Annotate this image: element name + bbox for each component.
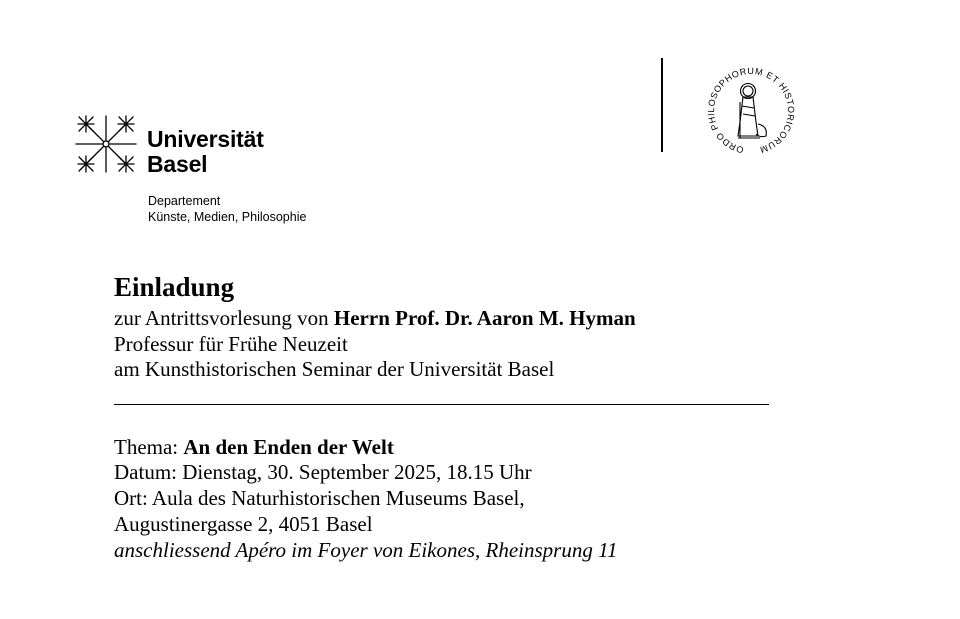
- speaker-name: Herrn Prof. Dr. Aaron M. Hyman: [333, 306, 636, 330]
- university-name-line2: Basel: [147, 151, 208, 177]
- chair-line: Professur für Frühe Neuzeit: [114, 332, 348, 356]
- university-logo-icon: [74, 113, 138, 175]
- institute-line: am Kunsthistorischen Seminar der Universität Basel: [114, 357, 555, 381]
- intro-prefix: zur Antrittsvorlesung von: [114, 306, 334, 330]
- university-name-line1: Universität: [147, 126, 264, 152]
- department-label: Departement: [148, 194, 221, 208]
- intro-line: [114, 305, 636, 331]
- header-divider: [661, 58, 663, 152]
- section-divider: [114, 404, 769, 405]
- seal-motto: ORDO PHILOSOPHORUM ET HISTORICORUM: [705, 65, 797, 156]
- place-line1: Ort: Aula des Naturhistorischen Museums Basel,: [114, 486, 525, 510]
- topic-title: An den Enden der Welt: [183, 435, 394, 459]
- topic-label: Thema:: [114, 435, 184, 459]
- place-line2: Augustinergasse 2, 4051 Basel: [114, 512, 373, 536]
- faculty-seal-icon: [696, 56, 806, 166]
- svg-text:ORDO PHILOSOPHORUM ET HISTORIC: [706, 66, 796, 155]
- reception-line: anschliessend Apéro im Foyer von Eikones, Rheinsprung 11: [114, 538, 618, 562]
- date-line: Datum: Dienstag, 30. September 2025, 18.15 Uhr: [114, 460, 532, 484]
- invitation-heading: Einladung: [114, 272, 235, 302]
- topic-line: [114, 434, 394, 460]
- department-name: Künste, Medien, Philosophie: [148, 210, 307, 224]
